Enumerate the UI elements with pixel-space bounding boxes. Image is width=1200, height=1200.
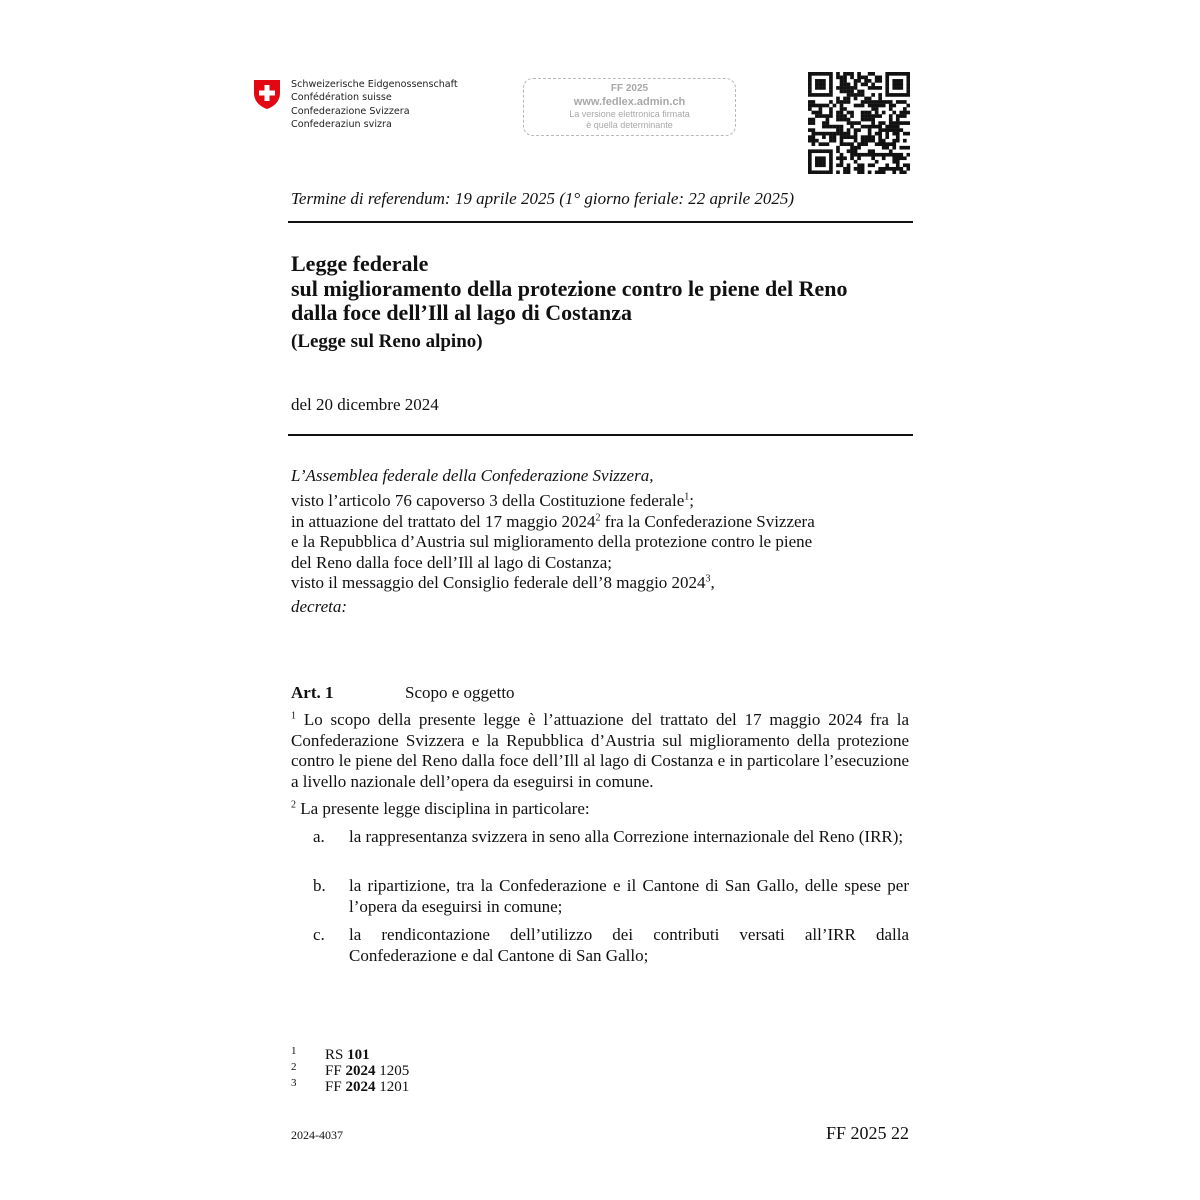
confederation-name-rm: Confederaziun svizra — [291, 119, 392, 131]
confederation-names — [291, 78, 458, 132]
footnote-ref-2[interactable]: 2 — [595, 511, 601, 523]
article-title: Scopo e oggetto — [405, 683, 515, 702]
confederation-name-it: Confederazione Svizzera — [291, 105, 410, 117]
stamp-note-2: è quella determinante — [586, 120, 673, 130]
paragraph-number: 1 — [291, 710, 296, 722]
swiss-coat-of-arms-icon — [253, 79, 281, 110]
divider — [288, 434, 913, 436]
article-paragraph-2: $^2$ La presente legge disciplina in particolare: — [291, 799, 590, 818]
list-item — [313, 827, 909, 871]
list-item-label: c. — [313, 925, 325, 944]
qr-code-icon — [808, 72, 910, 174]
divider — [288, 221, 913, 223]
preamble-line-3: e la Repubblica d’Austria sul miglioramento della protezione contro le piene — [291, 532, 813, 551]
footnote-ref-1[interactable]: 1 — [684, 491, 690, 503]
stamp-ff: FF 2025 — [610, 83, 649, 94]
fedlex-stamp — [523, 78, 736, 136]
title-line-1: Legge federale — [291, 251, 429, 276]
document-number: 2024-4037 — [291, 1128, 343, 1142]
confederation-name-de: Schweizerische Eidgenossenschaft — [291, 79, 458, 90]
law-title — [291, 252, 847, 326]
paragraph-number: 2 — [291, 799, 296, 811]
referendum-deadline: Termine di referendum: 19 aprile 2025 (1° giorno feriale: 22 aprile 2025) — [291, 189, 795, 208]
preamble-line-1: visto l’articolo 76 capoverso 3 della Costituzione federale$^1$; — [291, 491, 694, 510]
stamp-url: www.fedlex.admin.ch — [573, 96, 686, 108]
short-title: (Legge sul Reno alpino) — [291, 331, 483, 352]
footnote-ref-3[interactable]: 3 — [705, 573, 711, 585]
page-number: FF 2025 22 — [826, 1123, 910, 1143]
list-item-label: b. — [313, 876, 326, 895]
article-paragraph-1: $^1$ Lo scopo della presente legge è l’attuazione del trattato del 17 maggio 2024 fra la Confederazione Svizzera e la Repubblica d’Austria sul miglioramento della protezione contro le piene del Reno dalla foce dell’Ill al lago di Costanza e in particolare l’esecuzione a livello nazionale dell’opera da eseguirsi in comune. — [291, 710, 910, 791]
list-item — [313, 925, 909, 969]
confederation-name-fr: Confédération suisse — [291, 92, 392, 104]
preamble-line-2: in attuazione del trattato del 17 maggio 2024$^2$ fra la Confederazione Svizzera — [291, 511, 815, 531]
preamble-line-4: del Reno dalla foce dell’Ill al lago di Costanza; — [291, 552, 612, 572]
list-item — [313, 876, 909, 920]
preamble-line-5: visto il messaggio del Consiglio federale dell’8 maggio 2024$^3$, — [291, 573, 715, 592]
preamble — [291, 491, 815, 594]
stamp-note-1: La versione elettronica firmata — [569, 109, 690, 119]
law-date: del 20 dicembre 2024 — [291, 395, 439, 414]
decreta: decreta: — [291, 597, 348, 616]
title-line-2: sul miglioramento della protezione contro le piene del Reno — [291, 275, 848, 301]
list-item-text: la rendicontazione dell’utilizzo dei contributi versati all’IRR dalla Confederazione e dal Cantone di San Gallo; — [349, 925, 909, 965]
article-number: Art. 1 — [291, 683, 334, 702]
list-item-label: a. — [313, 827, 325, 846]
title-line-3: dalla foce dell’Ill al lago di Costanza — [291, 300, 632, 325]
list-item-text: la ripartizione, tra la Confederazione e il Cantone di San Gallo, delle spese per l’opera da eseguirsi in comune; — [349, 876, 909, 916]
assembly-line: L’Assemblea federale della Confederazione Svizzera, — [291, 466, 654, 485]
list-item-text: la rappresentanza svizzera in seno alla Correzione internazionale del Reno (IRR); — [349, 827, 904, 846]
